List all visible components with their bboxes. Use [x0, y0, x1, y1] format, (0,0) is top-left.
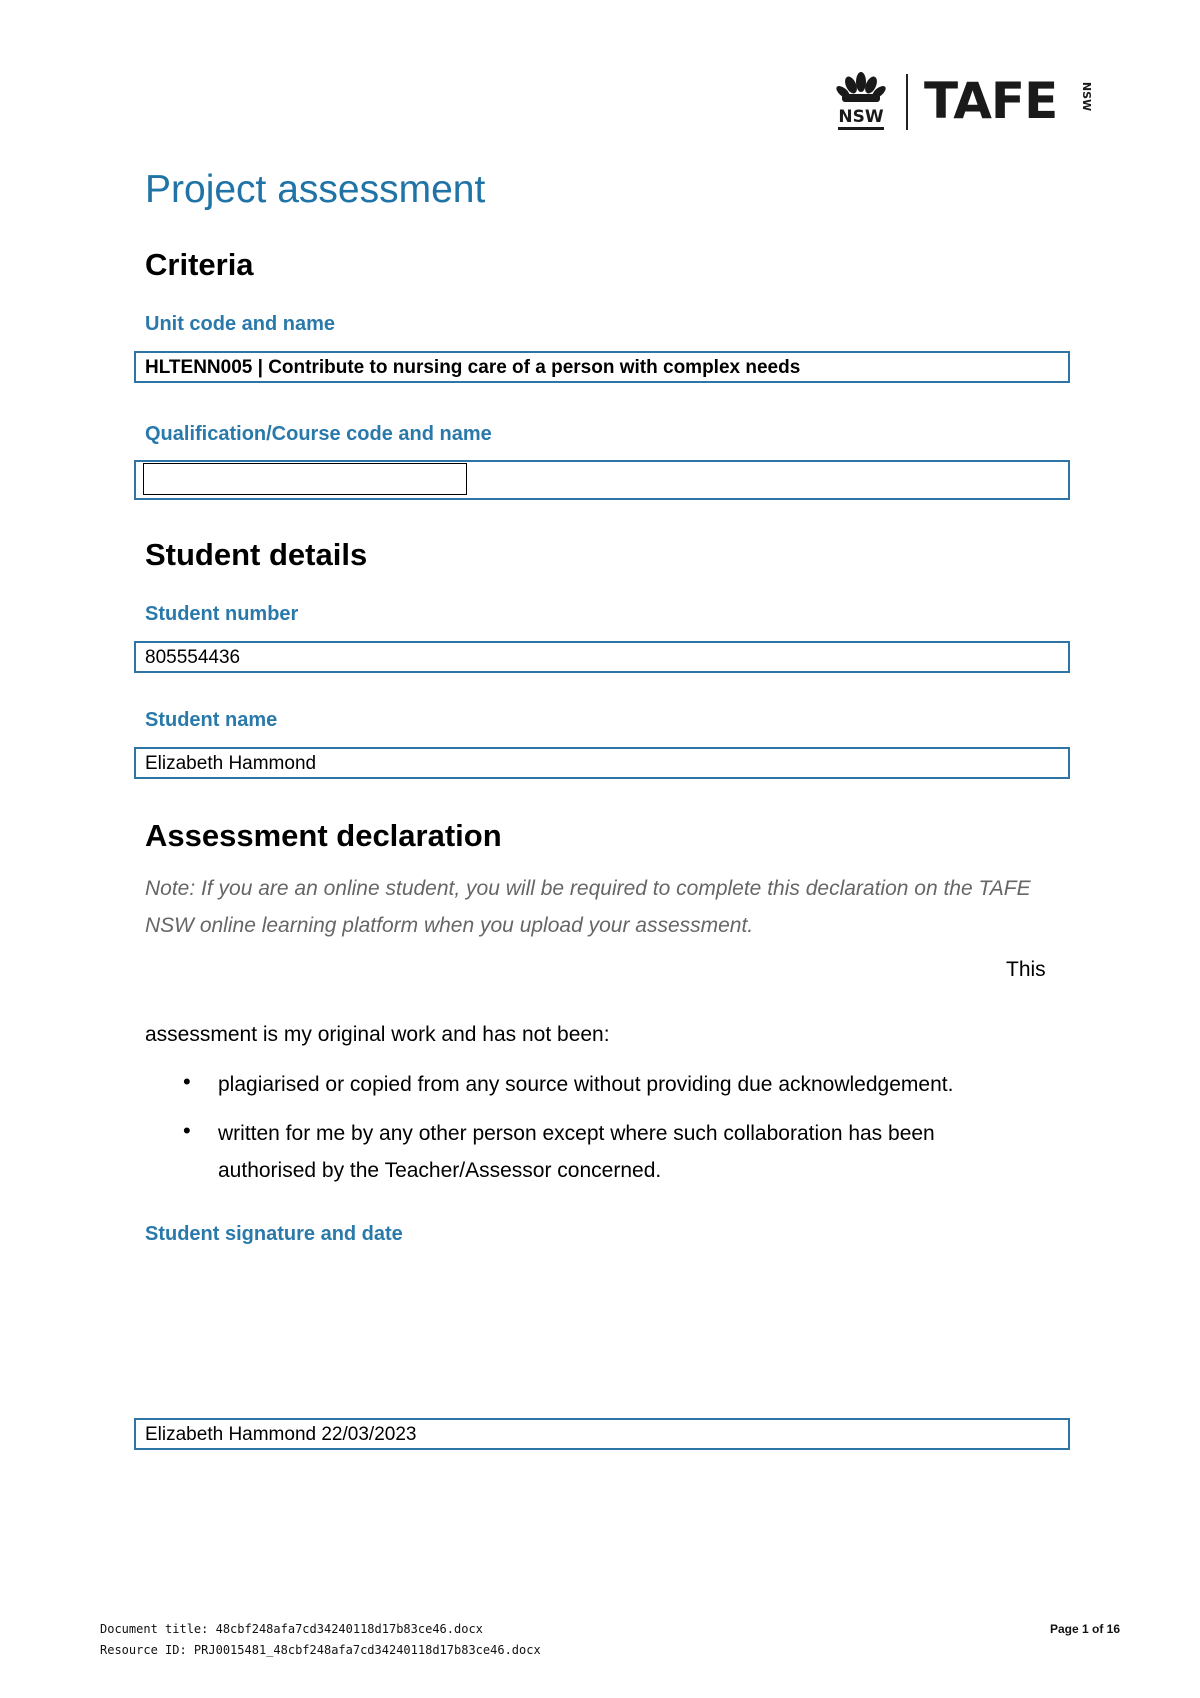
declaration-bullet-1: plagiarised or copied from any source without providing due acknowledgement.: [218, 1073, 954, 1096]
qualification-field[interactable]: [134, 460, 1070, 500]
assessment-declaration-heading: Assessment declaration: [145, 818, 502, 853]
footer-page-number: Page 1 of 16: [1049, 1622, 1120, 1636]
student-name-field[interactable]: Elizabeth Hammond: [134, 747, 1070, 779]
unit-code-label: Unit code and name: [145, 313, 336, 335]
tafe-nsw-logo: [832, 68, 1094, 134]
declaration-note: Note: If you are an online student, you will be required to complete this declaration on the TAFE NSW online learning platform when you upload your assessment.: [145, 877, 1031, 937]
nsw-waratah-logo-icon: [832, 68, 890, 134]
qualification-label: Qualification/Course code and name: [145, 423, 492, 445]
qualification-input[interactable]: [143, 463, 467, 495]
student-signature-label: Student signature and date: [145, 1223, 403, 1245]
footer-resource-id: Resource ID: PRJ0015481_48cbf248afa7cd34240118d17b83ce46.docx: [100, 1643, 541, 1657]
student-number-label: Student number: [145, 603, 299, 625]
student-number-field[interactable]: 805554436: [134, 641, 1070, 673]
student-details-heading: Student details: [145, 537, 368, 572]
student-signature-field[interactable]: Elizabeth Hammond 22/03/2023: [134, 1418, 1070, 1450]
logo-divider: [906, 74, 908, 130]
nsw-vertical-logo-text: NSW: [1080, 81, 1094, 112]
criteria-heading: Criteria: [145, 247, 254, 282]
bullet-1-marker: •: [183, 1069, 191, 1094]
nsw-logo-text: NSW: [838, 107, 884, 127]
footer-document-title: Document title: 48cbf248afa7cd34240118d17b83ce46.docx: [100, 1622, 483, 1636]
unit-code-field[interactable]: HLTENN005 | Contribute to nursing care of a person with complex needs: [134, 351, 1070, 383]
bullet-2-marker: •: [183, 1118, 191, 1143]
declaration-bullet-2: written for me by any other person except where such collaboration has been authorised by the Teacher/Assessor concerned.: [218, 1122, 935, 1182]
student-name-label: Student name: [145, 709, 278, 731]
page-title: Project assessment: [145, 168, 486, 211]
declaration-this-word: This: [1006, 958, 1046, 981]
declaration-statement: assessment is my original work and has not been:: [145, 1023, 610, 1046]
tafe-logo-text: TAFE: [924, 72, 1058, 130]
